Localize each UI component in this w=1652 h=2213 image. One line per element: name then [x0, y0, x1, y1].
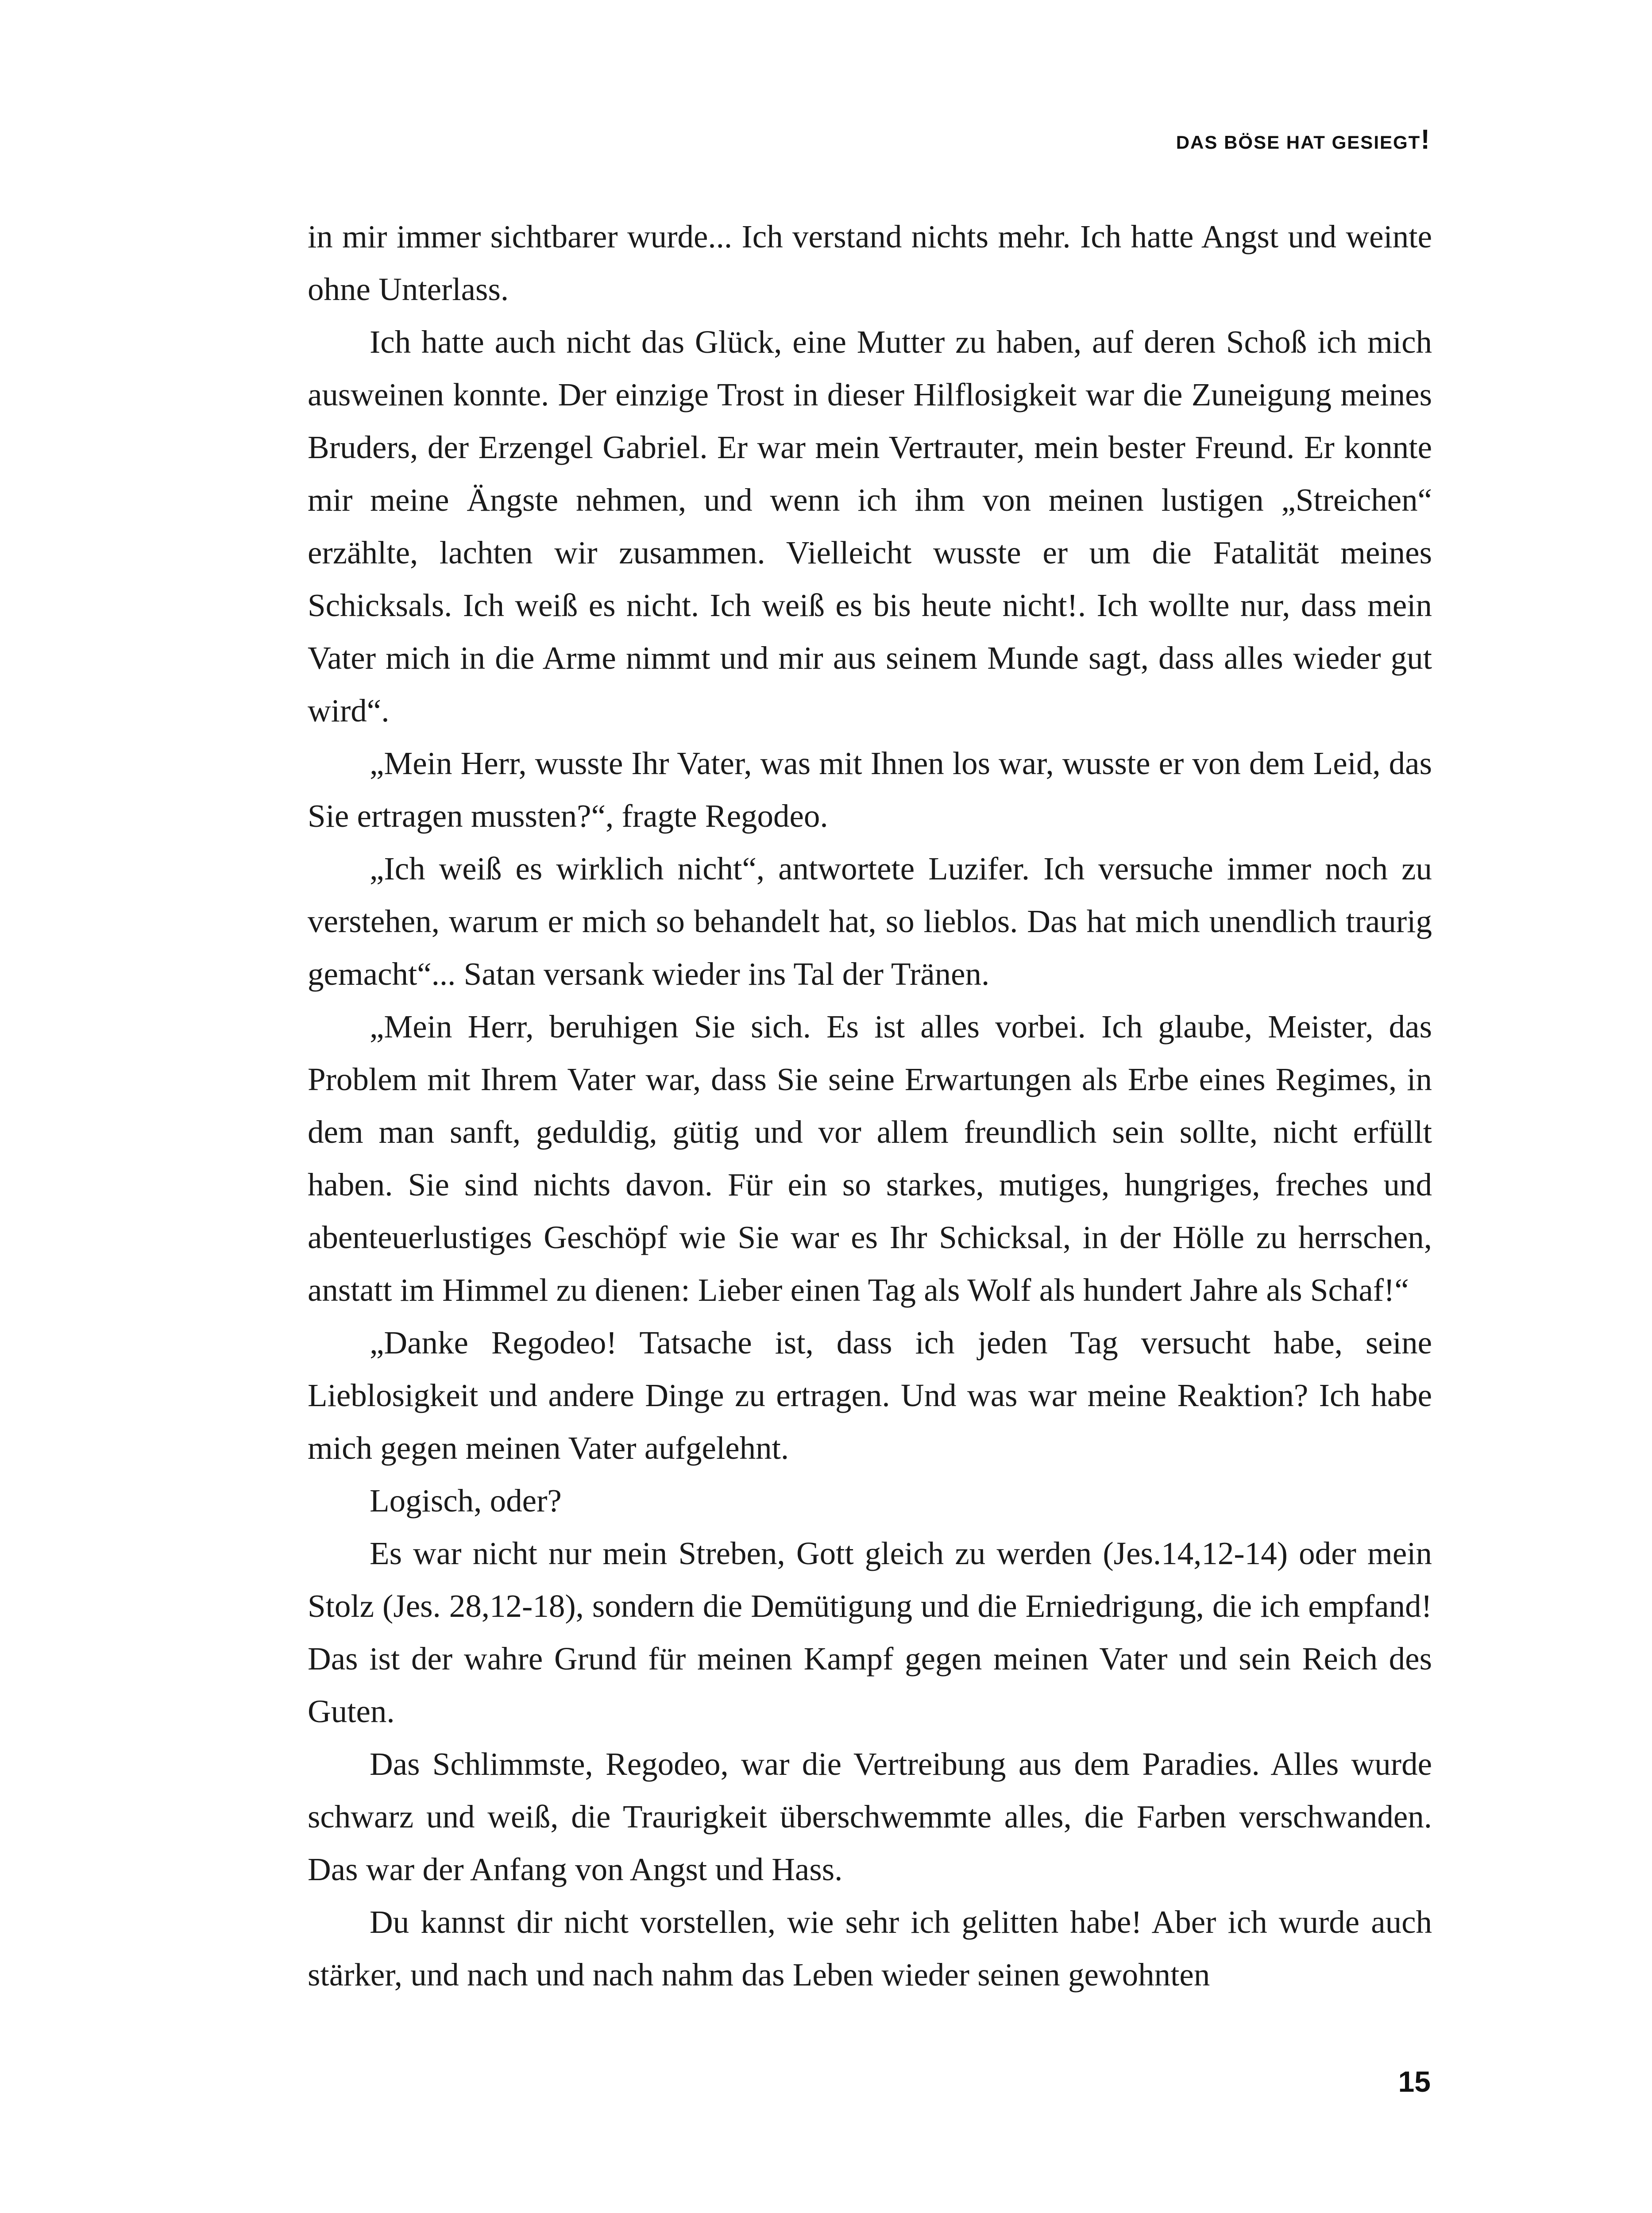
paragraph: Das Schlimmste, Regodeo, war die Vertreibung aus dem Paradies. Alles wurde schwarz und weiß, die Traurigkeit überschwemmte alles, die Farben verschwanden. Das war der Anfang von Angst und Hass.	[308, 1746, 1432, 1887]
body-text	[308, 210, 1432, 2001]
running-header-title: DAS BÖSE HAT GESIEGT	[1176, 132, 1421, 153]
paragraph: „Mein Herr, beruhigen Sie sich. Es ist alles vorbei. Ich glaube, Meister, das Problem mit Ihrem Vater war, dass Sie seine Erwartungen als Erbe eines Regimes, in dem man sanft, geduldig, gütig und vor allem freundlich sein sollte, nicht erfüllt haben. Sie sind nichts davon. Für ein so starkes, mutiges, hungriges, freches und abenteuerlustiges Geschöpf wie Sie war es Ihr Schicksal, in der Hölle zu herrschen, anstatt im Himmel zu dienen: Lieber einen Tag als Wolf als hundert Jahre als Schaf!“	[308, 1009, 1432, 1308]
paragraph: „Danke Regodeo! Tatsache ist, dass ich jeden Tag versucht habe, seine Lieblosigkeit und andere Dinge zu ertragen. Und was war meine Reaktion? Ich habe mich gegen meinen Vater aufgelehnt.	[308, 1325, 1432, 1466]
page-number: 15	[1398, 2065, 1431, 2098]
paragraph: „Ich weiß es wirklich nicht“, antwortete Luzifer. Ich versuche immer noch zu verstehen, warum er mich so behandelt hat, so lieblos. Das hat mich unendlich traurig gemacht“... Satan versank wieder ins Tal der Tränen.	[308, 851, 1432, 992]
paragraph: Es war nicht nur mein Streben, Gott gleich zu werden (Jes.14,12-14) oder mein Stolz (Jes. 28,12-18), sondern die Demütigung und die Erniedrigung, die ich empfand! Das ist der wahre Grund für meinen Kampf gegen meinen Vater und sein Reich des Guten.	[308, 1535, 1432, 1729]
paragraph: „Mein Herr, wusste Ihr Vater, was mit Ihnen los war, wusste er von dem Leid, das Sie ertragen mussten?“, fragte Regodeo.	[308, 745, 1432, 834]
paragraph: in mir immer sichtbarer wurde... Ich verstand nichts mehr. Ich hatte Angst und weinte ohne Unterlass.	[308, 219, 1432, 307]
paragraph: Du kannst dir nicht vorstellen, wie sehr ich gelitten habe! Aber ich wurde auch stärker, und nach und nach nahm das Leben wieder seinen gewohnten	[308, 1904, 1432, 1993]
running-header-exclamation: !	[1420, 124, 1431, 155]
running-header	[1176, 124, 1431, 155]
paragraph: Logisch, oder?	[370, 1483, 562, 1519]
paragraph: Ich hatte auch nicht das Glück, eine Mutter zu haben, auf deren Schoß ich mich ausweinen konnte. Der einzige Trost in dieser Hilflosigkeit war die Zuneigung meines Bruders, der Erzengel Gabriel. Er war mein Vertrauter, mein bester Freund. Er konnte mir meine Ängste nehmen, und wenn ich ihm von meinen lustigen „Streichen“ erzählte, lachten wir zusammen. Vielleicht wusste er um die Fatalität meines Schicksals. Ich weiß es nicht. Ich weiß es bis heute nicht!. Ich wollte nur, dass mein Vater mich in die Arme nimmt und mir aus seinem Munde sagt, dass alles wieder gut wird“.	[308, 324, 1432, 729]
